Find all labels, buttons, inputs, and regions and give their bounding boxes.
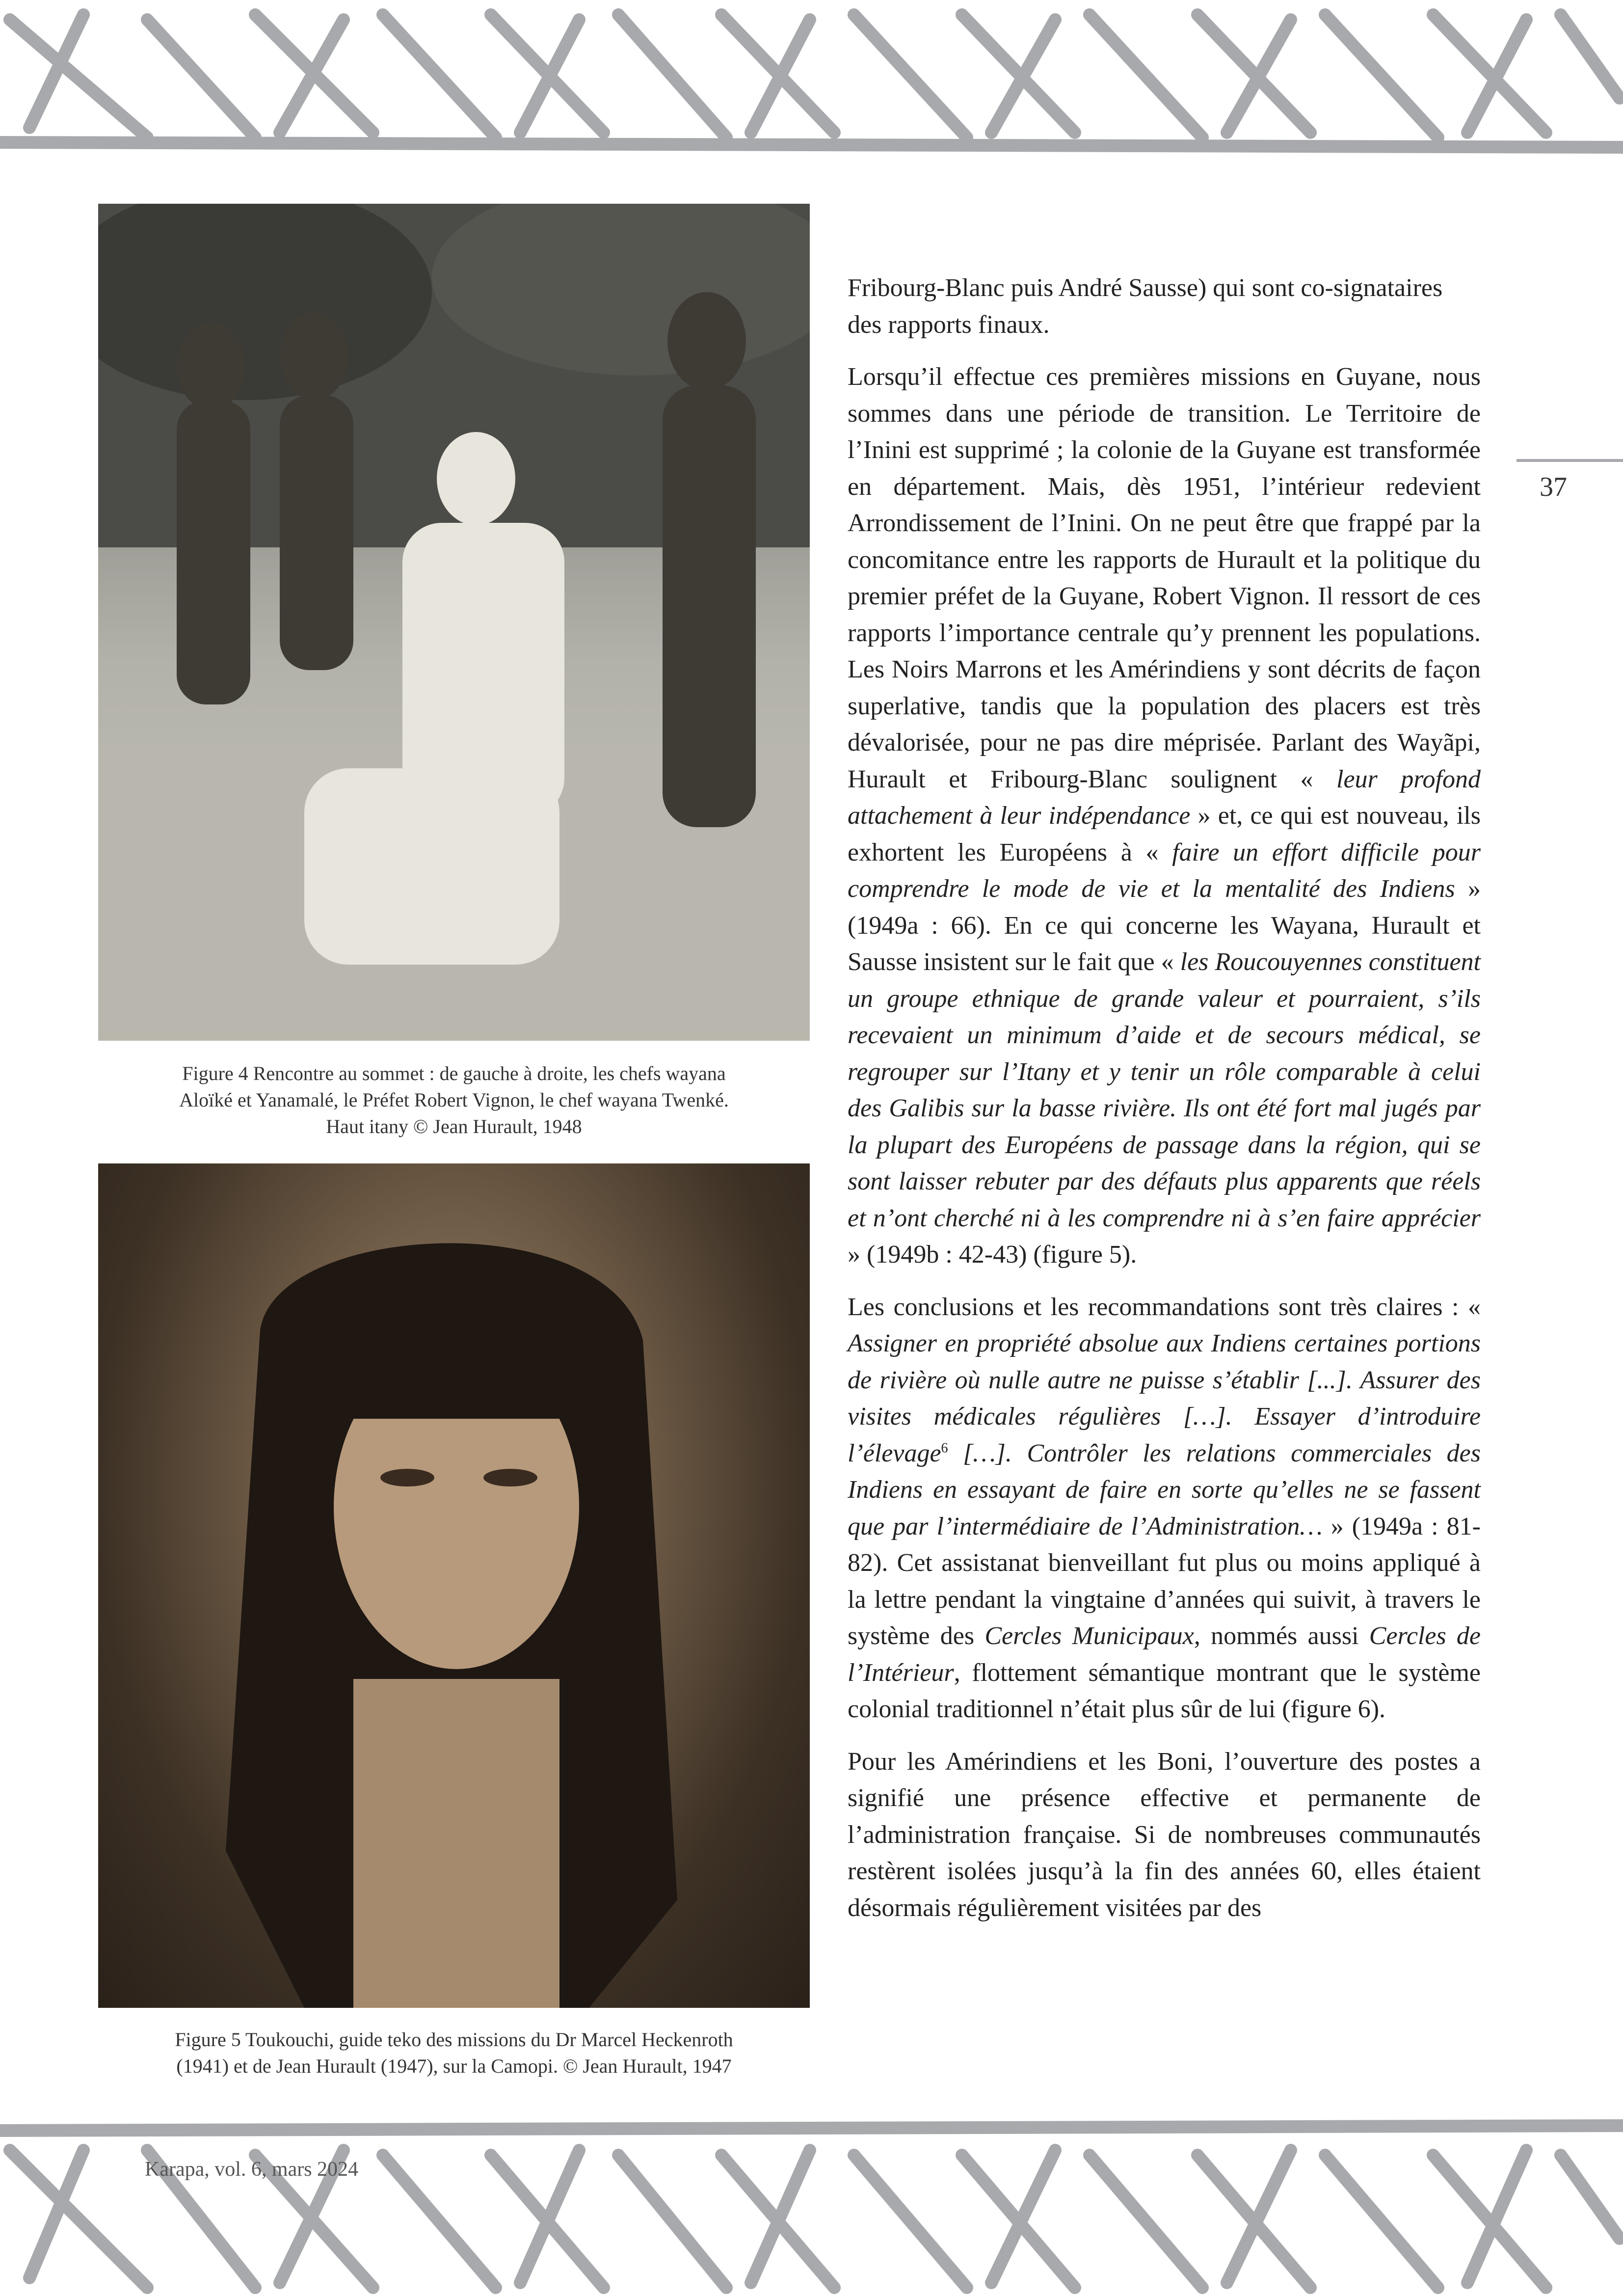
decorative-bottom-band (0, 2111, 1623, 2296)
caption-line: Figure 5 Toukouchi, guide teko des missions du Dr Marcel Heckenroth (175, 2028, 733, 2051)
decorative-top-band (0, 0, 1623, 162)
paragraph: Les conclusions et les recommandations sont très claires : « Assigner en propriété absolue aux Indiens certaines portions de rivière où nulle autre ne puisse s’établir [...]. Assurer des visites médicales régulières […]. Essayer d’introduire l’élevage$^6$ […]. Contrôler les relations commerciales des Indiens en essayant de faire en sorte qu’elles ne se fassent que par l’intermédiaire de l’Administration… » (1949a : 81-82). Cet assistanat bienveillant fut plus ou moins appliqué à la lettre pendant la vingtaine d’années qui suivit, à travers le système des Cercles Municipaux, nommés aussi Cercles de l’Intérieur, flottement sémantique montrant que le système colonial traditionnel n’était plus sûr de lui (figure 6). (848, 1293, 1481, 1723)
ornament-pattern-bottom (0, 2111, 1623, 2296)
photo-wayana-chiefs-prefect (98, 204, 810, 1041)
ornament-pattern-top (0, 0, 1623, 162)
caption-line: Aloïké et Yanamalé, le Préfet Robert Vignon, le chef wayana Twenké. (179, 1089, 729, 1111)
figure-5-photo (98, 1163, 810, 2008)
article-text-column (848, 270, 1481, 1942)
figure-4-caption (79, 1060, 829, 1140)
journal-footer: Karapa, vol. 6, mars 2024 (145, 2158, 359, 2181)
page-number-rule (1517, 459, 1623, 462)
paragraph: Pour les Amérindiens et les Boni, l’ouverture des postes a signifié une présence effective et permanente de l’administration française. Si de nombreuses communautés restèrent isolées jusqu’à la fin des années 60, elles étaient désormais régulièrement visitées par des (848, 1747, 1481, 1922)
paragraph: Fribourg-Blanc puis André Sausse) qui sont co-signataires des rapports finaux. (848, 274, 1443, 339)
caption-line: (1941) et de Jean Hurault (1947), sur la Camopi. © Jean Hurault, 1947 (176, 2055, 732, 2077)
figure-4-photo (98, 204, 810, 1041)
figure-5-caption (79, 2026, 829, 2080)
photo-toukouchi-portrait (98, 1163, 810, 2008)
caption-line: Haut itany © Jean Hurault, 1948 (326, 1115, 582, 1137)
footnote-marker[interactable]: 6 (941, 1440, 948, 1456)
paragraph: Lorsqu’il effectue ces premières missions en Guyane, nous sommes dans une période de transition. Le Territoire de l’Inini est supprimé ; la colonie de la Guyane est transformée en département. Mais, dès 1951, l’intérieur redevient Arrondissement de l’Inini. On ne peut être que frappé par la concomitance entre les rapports de Hurault et la politique du premier préfet de la Guyane, Robert Vignon. Il ressort de ces rapports l’importance centrale qu’y prennent les populations. Les Noirs Marrons et les Amérindiens y sont décrits de façon superlative, tandis que la population des placers est très dévalorisée, pour ne pas dire méprisée. Parlant des Wayãpi, Hurault et Fribourg-Blanc soulignent « leur profond attachement à leur indépendance » et, ce qui est nouveau, ils exhortent les Européens à « faire un effort difficile pour comprendre le mode de vie et la mentalité des Indiens » (1949a : 66). En ce qui concerne les Wayana, Hurault et Sausse insistent sur le fait que « les Roucouyennes constituent un groupe ethnique de grande valeur et pourraient, s’ils recevaient un minimum d’aide et de secours médical, se regrouper sur l’Itany et y tenir un rôle comparable à celui des Galibis sur la basse rivière. Ils ont été fort mal jugés par la plupart des Européens de passage dans la région, qui se sont laisser rebuter par des défauts plus apparents que réels et n’ont cherché ni à les comprendre ni à s’en faire apprécier » (1949b : 42-43) (figure 5). (848, 363, 1481, 1269)
caption-line: Figure 4 Rencontre au sommet : de gauche à droite, les chefs wayana (182, 1062, 726, 1084)
page-number: 37 (1540, 472, 1567, 502)
